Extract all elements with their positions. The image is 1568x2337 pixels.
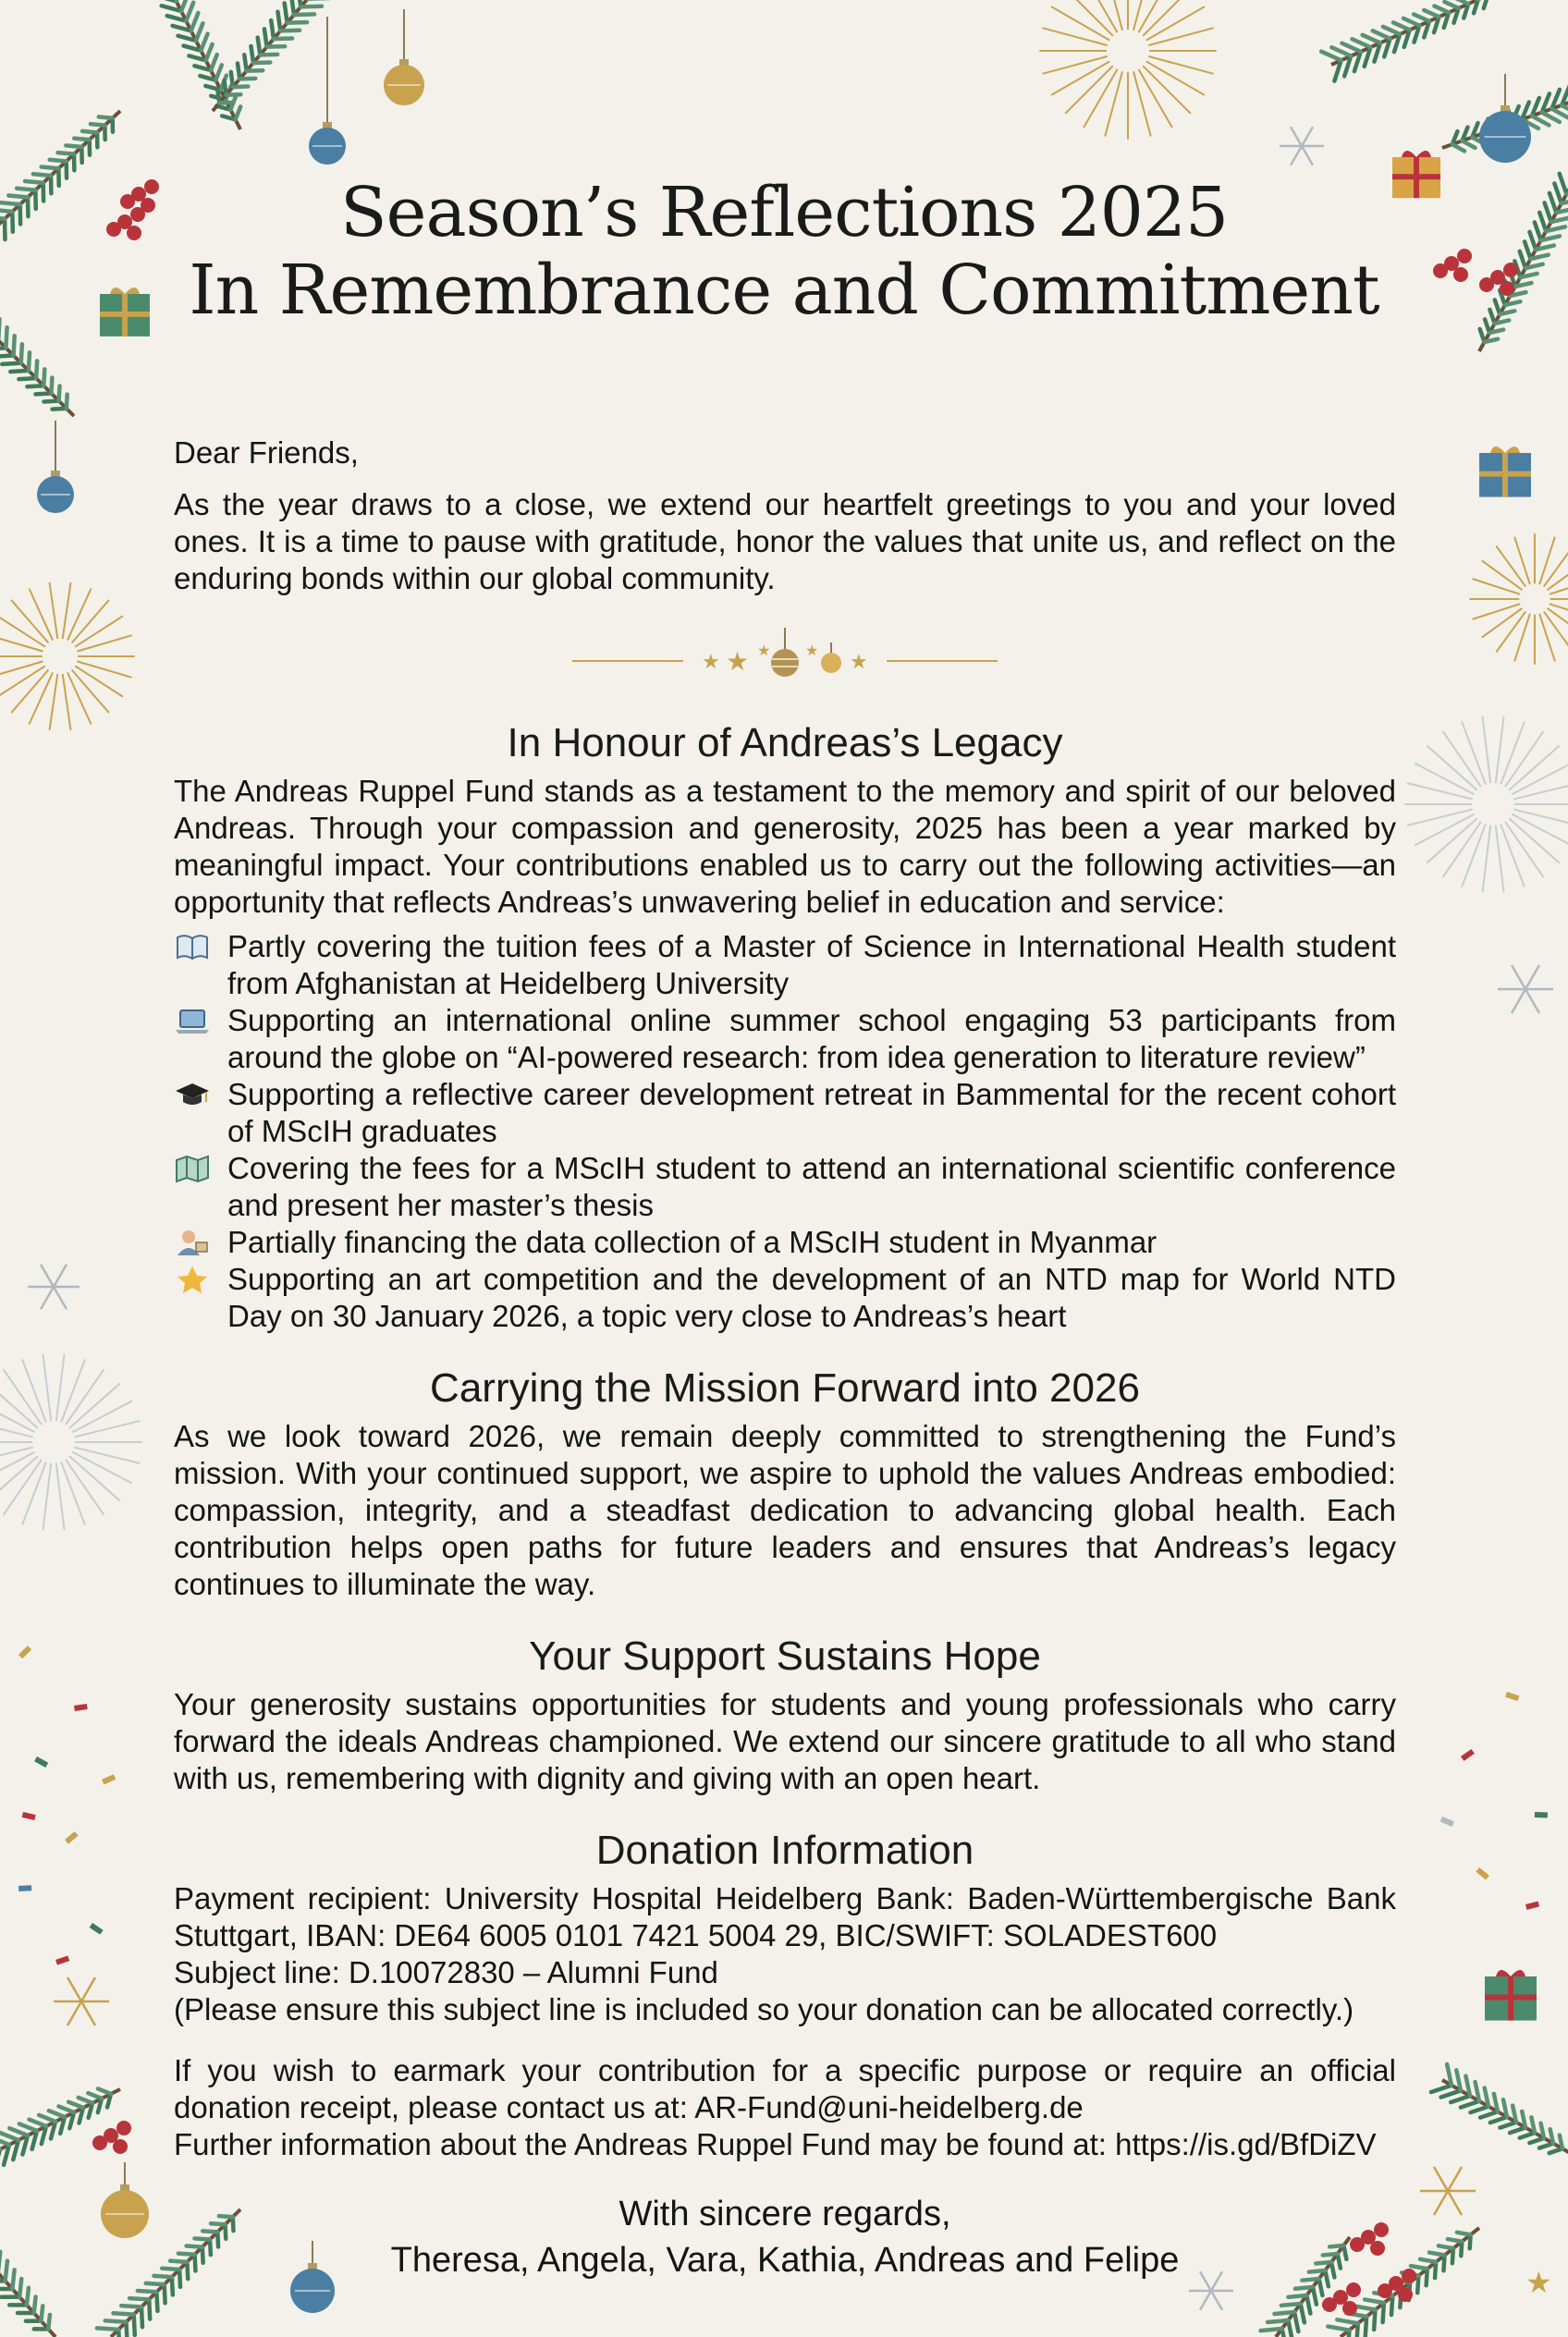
ornament-cap [323,122,332,128]
firework-ray [50,583,58,638]
snowflake-arm [1200,2291,1211,2310]
svg-text:★: ★ [757,642,771,659]
confetti-piece [1525,1902,1539,1910]
ornament-cap [120,2184,129,2191]
confetti-piece [1440,1817,1454,1827]
firework-ray [1473,579,1519,593]
activities-list [174,928,1396,1335]
gift-bow [1496,1970,1525,1976]
confetti-piece [34,1756,48,1768]
firework-ray [1149,28,1213,44]
subject-note: (Please ensure this subject line is included so your donation can be allocated correctly.) [174,1992,1354,2026]
firework-ray [75,1421,139,1437]
berry-icon [1346,2282,1361,2297]
snowflake-arm [1448,2167,1462,2191]
snowflake-arm [1525,989,1539,1013]
firework-ray [1043,56,1107,73]
firework-ray [75,1448,139,1463]
legacy-paragraph: The Andreas Ruppel Fund stands as a testament to the memory and spirit of our beloved Andreas. Through your compassion and generosity, 2025 has been a year marked by meaningful impact. Your contributions enabled us to carry out the following activities—an opportunity that reflects Andreas’s unwavering belief in education and service: [174,774,1396,919]
title-line-2: In Remembrance and Commitment [189,251,1379,330]
snowflake-arm [1448,2191,1462,2215]
snowflake-arm [1434,2191,1448,2215]
firework-ray [1483,826,1491,892]
snowflake-arm [1211,2291,1222,2310]
support-heading: Your Support Sustains Hope [529,1633,1041,1679]
snowflake-arm [1434,2167,1448,2191]
firework-ray [1483,717,1491,783]
berry-icon [1322,2297,1337,2312]
pine-branch-icon [1431,2064,1568,2154]
ornament-cap [51,471,60,477]
firework-ray [78,635,131,651]
firework-ray [1514,615,1529,661]
firework-ray [1544,612,1568,651]
laptop-icon [174,1002,227,1039]
firework-ray [1144,0,1190,35]
firework-ray [43,1464,52,1530]
berry-icon [1402,2269,1416,2283]
gift-bow [1490,447,1520,453]
firework-ray [1548,561,1568,590]
firework-ray [67,673,91,724]
snowflake-arm [54,1287,67,1309]
graduation-cap-icon [174,1076,227,1113]
confetti-piece [18,1646,31,1658]
firework-ray [67,589,91,640]
firework-ray [1084,0,1118,31]
confetti-piece [18,1885,31,1891]
firework-ray [1043,28,1107,44]
snowflake-arm [1302,127,1313,146]
star-decoration: ★ [1525,2265,1552,2300]
gift-bow [1402,151,1431,157]
firework-ray [1482,561,1521,590]
letter-title [0,174,1568,329]
more-info-link[interactable]: Further information about the Andreas Ruppel Fund may be found at: https://is.gd/BfDiZV [174,2127,1377,2161]
firework-ray [63,583,71,638]
closing [174,2191,1396,2283]
snowflake-arm [1512,965,1525,989]
pine-branch-icon [0,2252,55,2337]
mission-paragraph: As we look toward 2026, we remain deeply committed to strengthening the Fund’s mission. With your continued support, we aspire to uphold the values Andreas embodied: compassion, integrity, and a steadfast dedication to advancing global health. Each contribution helps open paths for future leaders and ensures that Andreas’s legacy continues to illuminate the way. [174,1419,1396,1601]
support-paragraph: Your generosity sustains opportunities for students and young professionals who carry forward the ideals Andreas championed. We extend our sincere gratitude to all who stand with us, remembering with dignity and giving with an open heart. [174,1687,1396,1795]
list-item: Supporting a reflective career development retreat in Bammental for the recent cohort of MScIH graduates [174,1076,1396,1150]
firework-ray [1514,783,1568,799]
snowflake-arm [41,1287,54,1309]
firework-ray [1105,72,1121,136]
confetti-piece [1461,1749,1475,1761]
confetti-piece [55,1955,69,1964]
star-icon [174,1261,227,1298]
firework-ray [1482,608,1521,637]
ornament-cap [1501,105,1510,112]
legacy-heading: In Honour of Andreas’s Legacy [507,720,1063,765]
svg-text:★: ★ [805,642,819,659]
confetti-piece [74,1704,88,1711]
list-item: Partly covering the tuition fees of a Master of Science in International Health student from Afghanistan at Heidelberg University [174,928,1396,1002]
donation-heading: Donation Information [595,1828,974,1873]
svg-text:★: ★ [726,646,750,677]
title-line-1: Season’s Reflections 2025 [339,173,1229,252]
firework-ray [1514,810,1568,826]
snowflake-arm [54,1265,67,1287]
confetti-piece [22,1812,36,1820]
firework-ray [0,662,43,678]
mission-heading: Carrying the Mission Forward into 2026 [430,1365,1140,1411]
snowflake-arm [1525,965,1539,989]
gift-ribbon [1479,471,1531,477]
bank-details: Payment recipient: University Hospital Heidelberg Bank: Baden-Württembergische Bank Stuttgart, IBAN: DE64 6005 0101 7421 5004 29, BIC/SWIFT: SOLADEST600 [174,1881,1396,1952]
pine-branch-icon [213,0,329,111]
firework-ray [1544,546,1568,585]
firework-ray [1548,608,1568,637]
ornament-cap [399,59,409,66]
snowflake-arm [67,1977,81,2001]
list-item: Supporting an international online summer school engaging 53 participants from around the globe on “AI-powered research: from idea generation to literature review” [174,1002,1396,1076]
firework-ray [30,589,53,640]
firework-ray [1514,537,1529,583]
firework-ray [1473,604,1519,618]
ornament-divider [174,614,1396,697]
pine-branch-icon [0,2088,120,2170]
firework-ray [43,1355,52,1421]
gift-ribbon [1485,1995,1537,2001]
list-item: Partially financing the data collection of a MScIH student in Myanmar [174,1224,1396,1261]
svg-text:★: ★ [702,651,720,674]
confetti-piece [1535,1812,1548,1817]
signatories: Theresa, Angela, Vara, Kathia, Andreas and Felipe [390,2241,1180,2280]
regards: With sincere regards, [619,2195,951,2233]
berry-icon [92,2135,107,2150]
firework-ray [1408,810,1472,826]
firework-ray [30,673,53,724]
letter-body [174,434,1396,2283]
firework-ray [1496,717,1504,783]
snowflake-arm [1302,146,1313,165]
subject-line: Subject line: D.10072830 – Alumni Fund [174,1955,718,1989]
firework-ray [1497,612,1525,651]
firework-ray [1149,56,1213,73]
firework-ray [56,1464,65,1530]
firework-ray [1539,615,1554,661]
firework-ray [1133,72,1150,136]
firework-ray [63,675,71,729]
firework-ray [1139,0,1172,31]
berry-icon [116,2121,131,2135]
snowflake-arm [1512,989,1525,1013]
confetti-piece [1505,1692,1519,1701]
berry-icon [1398,2287,1413,2302]
firework-ray [1539,537,1554,583]
earmark-contact: If you wish to earmark your contribution for a specific purpose or require an official donation receipt, please contact us at: AR-Fund@uni-heidelberg.de [174,2053,1396,2124]
berry-icon [1378,2283,1392,2298]
pine-branch-icon [151,0,240,129]
snowflake-arm [67,2001,81,2025]
firework-ray [50,675,58,729]
pine-branch-icon [0,319,74,416]
confetti-piece [65,1831,79,1844]
researcher-icon [174,1224,227,1261]
firework-ray [1496,826,1504,892]
ornament-divider-icon [572,618,998,692]
confetti-piece [90,1923,104,1935]
map-icon [174,1150,227,1187]
firework-ray [1408,783,1472,799]
firework-ray [56,1355,65,1421]
list-item: Covering the fees for a MScIH student to attend an international scientific conference and present her master’s thesis [174,1150,1396,1224]
snowflake-arm [1291,127,1302,146]
book-icon [174,928,227,965]
snowflake-arm [41,1265,54,1287]
berry-icon [113,2139,128,2154]
confetti-piece [102,1774,116,1784]
salutation: Dear Friends, [174,435,359,470]
svg-text:★: ★ [850,651,868,674]
berry-icon [1342,2301,1357,2316]
firework-ray [0,635,43,651]
confetti-piece [1476,1867,1489,1879]
intro-paragraph: As the year draws to a close, we extend our heartfelt greetings to you and your loved ones. It is a time to pause with gratitude, honor the values that unite us, and reflect on the enduring bonds within our global community. [174,487,1396,595]
snowflake-arm [81,2001,95,2025]
snowflake-arm [81,1977,95,2001]
list-item: Supporting an art competition and the development of an NTD map for World NTD Day on 30 January 2026, a topic very close to Andreas’s heart [174,1261,1396,1335]
pine-branch-icon [1321,0,1498,81]
firework-ray [1497,546,1525,585]
firework-ray [78,662,131,678]
snowflake-arm [1291,146,1302,165]
firework-ray [1066,0,1112,35]
